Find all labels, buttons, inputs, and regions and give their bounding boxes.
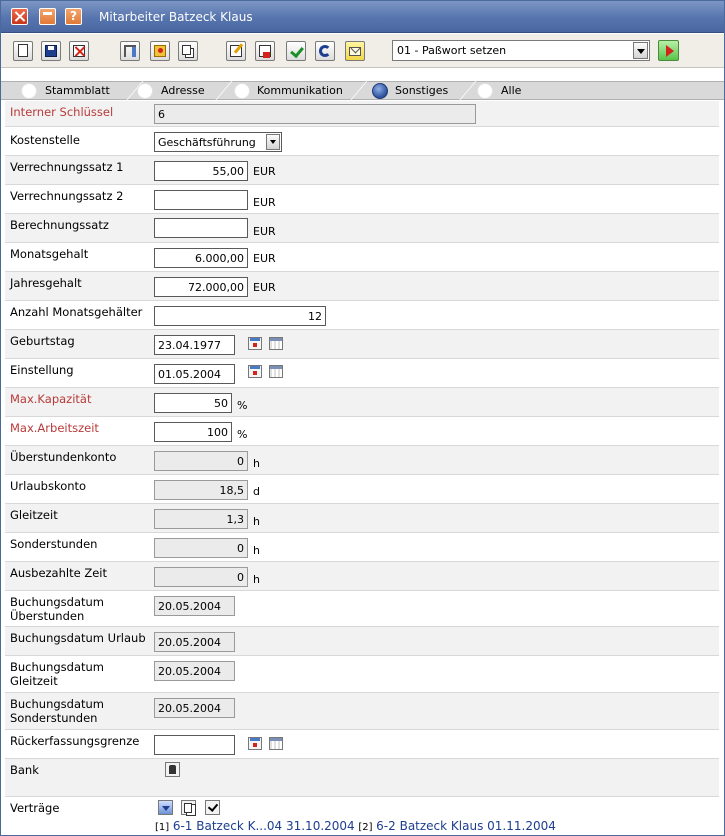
- row-verrechnungssatz1: [5, 156, 719, 185]
- label-gleitzeit: Gleitzeit: [10, 508, 58, 522]
- row-jahresgehalt: [5, 272, 719, 301]
- link-index: [1]: [155, 822, 170, 833]
- sonderstunden-field: 0: [154, 538, 248, 558]
- jahresgehalt-input[interactable]: 72.000,00: [154, 277, 248, 297]
- label-monatsgehalt: Monatsgehalt: [10, 247, 89, 261]
- row-vertraege: [5, 797, 719, 836]
- unit-days: d: [253, 485, 260, 498]
- kostenstelle-value: Geschäftsführung: [158, 136, 256, 149]
- contract-link-1[interactable]: 6-1 Batzeck K...04 31.10.2004: [172, 819, 355, 833]
- contract-links: [155, 819, 556, 833]
- label-max-kapazitaet: Max.Kapazität: [10, 392, 92, 406]
- monatsgehalt-input[interactable]: 6.000,00: [154, 248, 248, 268]
- label-line: Sonderstunden: [10, 711, 98, 725]
- max-arbeitszeit-input[interactable]: 100: [154, 422, 232, 442]
- label-bank: Bank: [10, 763, 39, 777]
- label-sonderstunden: Sonderstunden: [10, 537, 98, 551]
- label-line: Buchungsdatum: [10, 697, 105, 711]
- row-buchungsdatum-urlaub: [5, 627, 719, 656]
- close-icon[interactable]: [11, 8, 28, 25]
- tab-bar: [1, 81, 724, 100]
- label-buchungsdatum-gleitzeit: [10, 660, 150, 688]
- label-kostenstelle: Kostenstelle: [10, 133, 80, 147]
- save-icon[interactable]: [41, 41, 61, 61]
- label-buchungsdatum-urlaub: Buchungsdatum Urlaub: [10, 631, 146, 645]
- ausbezahlte-zeit-field: 0: [154, 567, 248, 587]
- title-bar: [1, 1, 724, 33]
- label-buchungsdatum-sonderstunden: [10, 697, 150, 725]
- max-kapazitaet-input[interactable]: 50: [154, 393, 232, 413]
- calendar-icon[interactable]: [269, 737, 283, 750]
- label-geburtstag: Geburtstag: [10, 334, 75, 348]
- label-verrechnungssatz1: Verrechnungssatz 1: [10, 160, 124, 174]
- row-bank: [5, 759, 719, 797]
- buchungsdatum-urlaub-field: 20.05.2004: [154, 632, 235, 652]
- calendar-today-icon[interactable]: [248, 737, 262, 750]
- row-verrechnungssatz2: [5, 185, 719, 214]
- report-icon[interactable]: [255, 41, 275, 61]
- action-select[interactable]: [392, 40, 650, 61]
- label-interner-schluessel: Interner Schlüssel: [10, 105, 114, 119]
- tab-divider: [215, 81, 233, 101]
- unit-hours: h: [253, 573, 260, 586]
- gleitzeit-field: 1,3: [154, 509, 248, 529]
- minimize-icon[interactable]: [39, 8, 56, 25]
- copy-icon[interactable]: [178, 41, 198, 61]
- row-interner-schluessel: [5, 101, 719, 127]
- checkbox-icon[interactable]: [205, 800, 220, 815]
- calendar-today-icon[interactable]: [248, 337, 262, 350]
- tab-radio-icon: [477, 83, 493, 99]
- row-buchungsdatum-gleitzeit: [5, 656, 719, 693]
- action-select-value: 01 - Paßwort setzen: [397, 44, 507, 57]
- dropdown-icon[interactable]: [158, 800, 173, 815]
- interner-schluessel-field: 6: [154, 104, 476, 124]
- label-berechnungssatz: Berechnungssatz: [10, 218, 109, 232]
- tab-radio-icon: [137, 83, 153, 99]
- verrechnungssatz1-input[interactable]: 55,00: [154, 161, 248, 181]
- unit-eur: EUR: [253, 252, 276, 265]
- label-ueberstundenkonto: Überstundenkonto: [10, 450, 117, 464]
- row-buchungsdatum-ueberstunden: [5, 591, 719, 627]
- tab-radio-active-icon: [372, 83, 388, 99]
- documents-icon[interactable]: [181, 800, 196, 815]
- tab-sonstiges[interactable]: Sonstiges: [395, 84, 449, 97]
- row-urlaubskonto: [5, 475, 719, 504]
- unit-percent: %: [237, 399, 248, 412]
- unit-hours: h: [253, 544, 260, 557]
- label-einstellung: Einstellung: [10, 363, 74, 377]
- hierarchy-icon[interactable]: [120, 41, 140, 61]
- buchungsdatum-ueberstunden-field: 20.05.2004: [154, 596, 235, 616]
- row-max-kapazitaet: [5, 388, 719, 417]
- row-rueckerfassungsgrenze: [5, 730, 719, 759]
- ueberstundenkonto-field: 0: [154, 451, 248, 471]
- label-line: Gleitzeit: [10, 674, 58, 688]
- label-urlaubskonto: Urlaubskonto: [10, 479, 87, 493]
- label-anzahl-monatsgehaelter: Anzahl Monatsgehälter: [10, 305, 143, 319]
- buchungsdatum-gleitzeit-field: 20.05.2004: [154, 661, 235, 681]
- berechnungssatz-input[interactable]: [154, 218, 248, 238]
- kostenstelle-select[interactable]: [154, 132, 282, 152]
- row-geburtstag: [5, 330, 719, 359]
- row-einstellung: [5, 359, 719, 388]
- tab-radio-icon: [21, 83, 37, 99]
- mail-icon[interactable]: [345, 41, 365, 61]
- delete-icon[interactable]: [69, 41, 89, 61]
- label-rueckerfassungsgrenze: Rückerfassungsgrenze: [10, 734, 140, 748]
- label-buchungsdatum-ueberstunden: [10, 595, 150, 623]
- unit-eur: EUR: [253, 281, 276, 294]
- buchungsdatum-sonderstunden-field: 20.05.2004: [154, 698, 235, 718]
- new-document-icon[interactable]: [13, 41, 33, 61]
- anzahl-monatsgehaelter-input[interactable]: 12: [154, 306, 326, 326]
- chevron-down-icon[interactable]: [266, 134, 280, 150]
- calendar-icon[interactable]: [269, 365, 283, 378]
- link-index: [2]: [358, 822, 373, 833]
- row-kostenstelle: [5, 127, 719, 156]
- label-max-arbeitszeit: Max.Arbeitszeit: [10, 421, 99, 435]
- row-ueberstundenkonto: [5, 446, 719, 475]
- row-berechnungssatz: [5, 214, 719, 243]
- verrechnungssatz2-input[interactable]: [154, 190, 248, 210]
- bank-icon[interactable]: [165, 762, 180, 777]
- tab-stammblatt[interactable]: Stammblatt: [45, 84, 110, 97]
- unit-hours: h: [253, 515, 260, 528]
- row-ausbezahlte-zeit: [5, 562, 719, 591]
- unit-percent: %: [237, 428, 248, 441]
- window-title: Mitarbeiter Batzeck Klaus: [99, 10, 253, 24]
- tab-divider: [459, 81, 477, 101]
- row-anzahl-monatsgehaelter: [5, 301, 719, 330]
- tab-kommunikation[interactable]: Kommunikation: [257, 84, 343, 97]
- chevron-down-icon[interactable]: [633, 42, 648, 59]
- row-monatsgehalt: [5, 243, 719, 272]
- tab-alle[interactable]: Alle: [501, 84, 522, 97]
- label-ausbezahlte-zeit: Ausbezahlte Zeit: [10, 566, 107, 580]
- label-vertraege: Verträge: [10, 801, 60, 815]
- label-verrechnungssatz2: Verrechnungssatz 2: [10, 189, 124, 203]
- row-sonderstunden: [5, 533, 719, 562]
- tab-radio-icon: [234, 83, 250, 99]
- row-buchungsdatum-sonderstunden: [5, 693, 719, 730]
- help-icon[interactable]: ?: [65, 8, 82, 25]
- unit-eur: EUR: [253, 196, 276, 209]
- rueckerfassungsgrenze-input[interactable]: [154, 735, 235, 755]
- run-action-button[interactable]: [658, 40, 679, 61]
- unit-eur: EUR: [253, 165, 276, 178]
- tab-adresse[interactable]: Adresse: [161, 84, 205, 97]
- row-gleitzeit: [5, 504, 719, 533]
- unit-eur: EUR: [253, 225, 276, 238]
- tab-divider: [350, 81, 368, 101]
- import-icon[interactable]: [150, 41, 170, 61]
- properties-icon[interactable]: [226, 41, 246, 61]
- urlaubskonto-field: 18,5: [154, 480, 248, 500]
- calendar-icon[interactable]: [269, 337, 283, 350]
- row-max-arbeitszeit: [5, 417, 719, 446]
- unit-hours: h: [253, 457, 260, 470]
- calendar-today-icon[interactable]: [248, 365, 262, 378]
- geburtstag-input[interactable]: 23.04.1977: [154, 335, 235, 355]
- label-line: Buchungsdatum: [10, 595, 105, 609]
- label-jahresgehalt: Jahresgehalt: [10, 276, 82, 290]
- check-icon[interactable]: [286, 41, 306, 61]
- contract-link-2[interactable]: 6-2 Batzeck Klaus 01.11.2004: [376, 819, 556, 833]
- label-line: Buchungsdatum: [10, 660, 105, 674]
- label-line: Überstunden: [10, 609, 85, 623]
- einstellung-input[interactable]: 01.05.2004: [154, 364, 235, 384]
- refresh-icon[interactable]: [315, 41, 335, 61]
